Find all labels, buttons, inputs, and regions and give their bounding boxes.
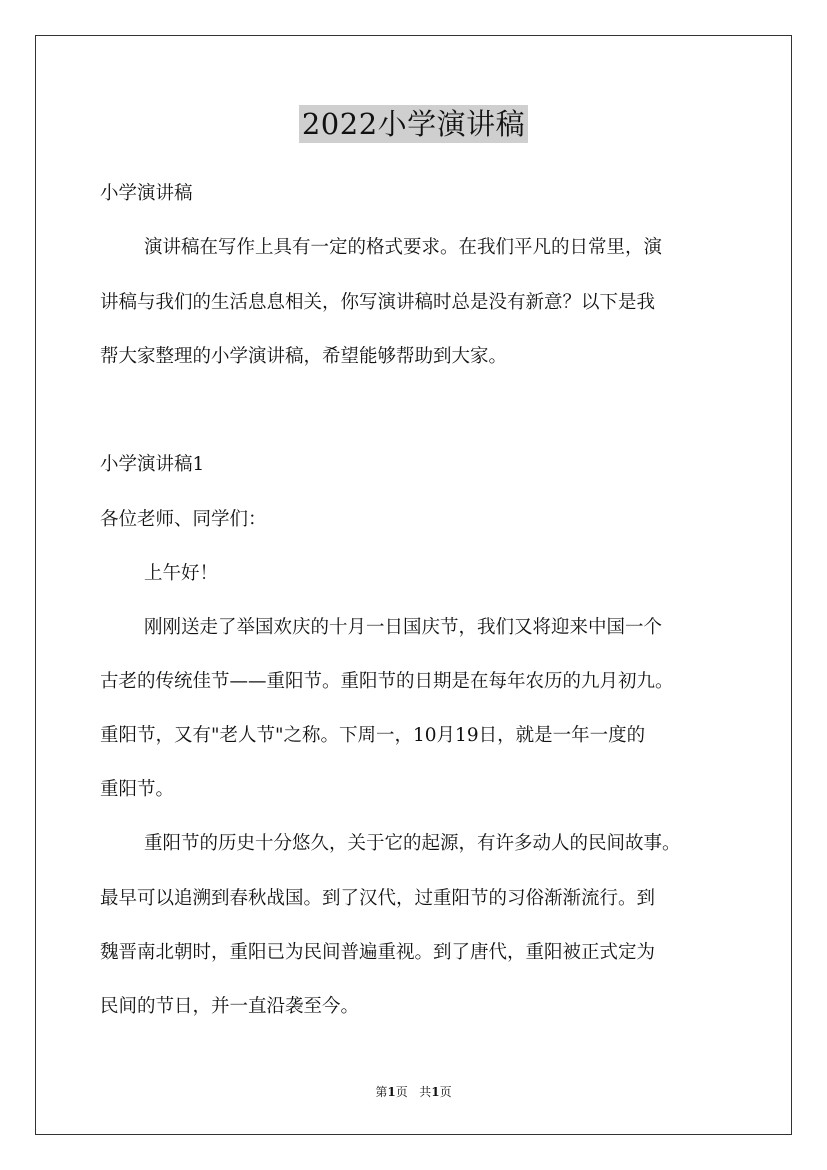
paragraph-line: 古老的传统佳节——重阳节。重阳节的日期是在每年农历的九月初九。: [100, 671, 674, 692]
paragraph-line: 讲稿与我们的生活息息相关，你写演讲稿时总是没有新意？以下是我: [100, 292, 656, 313]
document-title: [0, 104, 827, 143]
document-title-text: 2022小学演讲稿: [299, 105, 528, 143]
paragraph-line: 重阳节，又有"老人节"之称。下周一，10月19日，就是一年一度的: [100, 725, 646, 746]
page-label-prefix: 第: [375, 1085, 388, 1099]
total-label-prefix: 共: [419, 1085, 432, 1099]
paragraph-line: 刚刚送走了举国欢庆的十月一日国庆节，我们又将迎来中国一个: [144, 617, 663, 638]
paragraph-line: 重阳节的历史十分悠久，关于它的起源，有许多动人的民间故事。: [144, 833, 681, 854]
page-label-suffix: 页: [395, 1085, 408, 1099]
paragraph-line: 演讲稿在写作上具有一定的格式要求。在我们平凡的日常里，演: [144, 237, 663, 258]
section-heading: 小学演讲稿: [100, 183, 193, 204]
total-pages: 1: [431, 1085, 440, 1099]
paragraph-line: 魏晋南北朝时，重阳已为民间普遍重视。到了唐代，重阳被正式定为: [100, 942, 656, 963]
page-number: 1: [387, 1085, 396, 1099]
section-heading: 小学演讲稿1: [100, 454, 205, 475]
page-footer: [0, 1084, 827, 1100]
greeting: 上午好！: [144, 563, 219, 584]
paragraph-line: 最早可以追溯到春秋战国。到了汉代，过重阳节的习俗渐渐流行。到: [100, 888, 656, 909]
total-label-suffix: 页: [439, 1085, 452, 1099]
paragraph-line: 帮大家整理的小学演讲稿，希望能够帮助到大家。: [100, 346, 508, 367]
paragraph-line: 民间的节日，并一直沿袭至今。: [100, 996, 360, 1017]
salutation: 各位老师、同学们：: [100, 509, 267, 530]
paragraph-line: 重阳节。: [100, 779, 175, 800]
